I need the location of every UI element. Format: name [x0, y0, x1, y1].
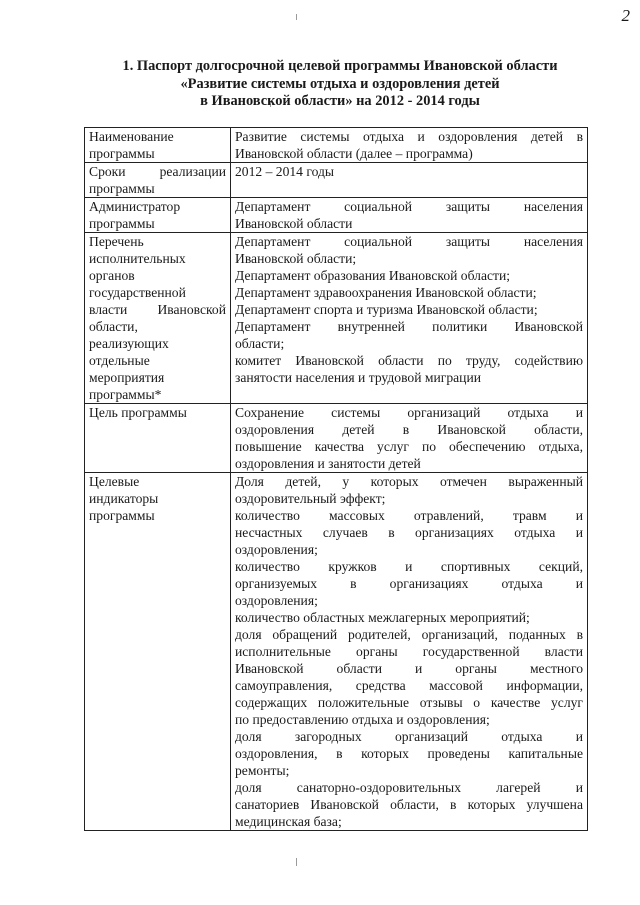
row-value-cell [231, 128, 588, 163]
value-line: доля загородных организаций отдыха и [235, 729, 583, 744]
value-paragraph [235, 626, 583, 728]
value-line: оздоровления и занятости детей [235, 456, 421, 471]
value-line: оздоровления; [235, 593, 318, 608]
value-line: по предоставлению отдыха и оздоровления; [235, 712, 490, 727]
title-line: в Ивановской области» на 2012 - 2014 годы [200, 93, 480, 109]
passport-row [85, 198, 588, 233]
row-label-line: Перечень [89, 234, 144, 249]
row-label-line: власти Ивановской [89, 302, 226, 317]
row-label-cell [85, 473, 231, 831]
value-line: оздоровления детей в Ивановской области, [235, 422, 583, 437]
row-label-cell [85, 198, 231, 233]
title-line: 1. Паспорт долгосрочной целевой программы Ивановской области [122, 58, 558, 74]
row-value-cell [231, 163, 588, 198]
value-paragraph [235, 128, 583, 162]
value-paragraph [235, 473, 583, 507]
row-label-line: Сроки реализации [89, 164, 226, 179]
row-label-line: программы* [89, 387, 162, 402]
value-line: повышение качества услуг по обеспечению отдыха, [235, 439, 583, 454]
passport-row [85, 128, 588, 163]
row-label-line: отдельные [89, 353, 150, 368]
scan-mark [296, 14, 297, 20]
row-label-line: мероприятия [89, 370, 165, 385]
value-paragraph [235, 779, 583, 830]
title-line: «Развитие системы отдыха и оздоровления детей [180, 75, 500, 92]
value-paragraph [235, 404, 583, 472]
value-line: медицинская база; [235, 814, 342, 829]
value-line: исполнительные органы государственной власти [235, 644, 583, 659]
value-line: комитет Ивановской области по труду, содействию [235, 353, 583, 368]
passport-row [85, 233, 588, 404]
value-line: Департамент спорта и туризма Ивановской области; [235, 302, 538, 317]
value-line: Департамент социальной защиты населения [235, 199, 583, 214]
passport-row [85, 473, 588, 831]
value-line: несчастных случаев в организациях отдыха и [235, 525, 583, 540]
value-line: оздоровления; [235, 542, 318, 557]
value-line: доля обращений родителей, организаций, поданных в [235, 627, 583, 642]
program-passport-table [84, 127, 588, 831]
row-label-line: Цель программы [89, 405, 187, 420]
value-line: ремонты; [235, 763, 290, 778]
value-line: Сохранение системы организаций отдыха и [235, 405, 583, 420]
value-line: самоуправления, средства массовой информации, [235, 678, 583, 693]
value-paragraph [235, 284, 583, 301]
row-label-line: области, [89, 319, 138, 334]
row-value-cell [231, 233, 588, 404]
value-line: Развитие системы отдыха и оздоровления детей в [235, 129, 583, 144]
row-label-line: государственной [89, 285, 186, 300]
scan-mark [296, 858, 297, 866]
row-label-cell [85, 404, 231, 473]
value-paragraph [235, 233, 583, 267]
value-line: Ивановской области [235, 216, 353, 231]
value-line: количество кружков и спортивных секций, [235, 559, 583, 574]
value-line: занятости населения и трудовой миграции [235, 370, 481, 385]
document-title [60, 58, 620, 111]
value-line: Ивановской области (далее – программа) [235, 146, 473, 161]
row-label-line: реализующих [89, 336, 169, 351]
value-paragraph [235, 609, 583, 626]
row-label-cell [85, 233, 231, 404]
passport-row [85, 163, 588, 198]
value-paragraph [235, 352, 583, 386]
row-label-cell [85, 128, 231, 163]
value-paragraph [235, 301, 583, 318]
value-line: Департамент социальной защиты населения [235, 234, 583, 249]
value-paragraph [235, 728, 583, 779]
value-line: количество массовых отравлений, травм и [235, 508, 583, 523]
row-label-line: программы [89, 181, 155, 196]
value-line: оздоровления, в которых проведены капитальные [235, 746, 583, 761]
value-line: Ивановской области; [235, 251, 357, 266]
value-paragraph [235, 507, 583, 558]
value-line: доля санаторно-оздоровительных лагерей и [235, 780, 583, 795]
value-paragraph [235, 558, 583, 609]
value-line: организуемых в организациях отдыха и [235, 576, 583, 591]
row-label-cell [85, 163, 231, 198]
passport-row [85, 404, 588, 473]
value-line: 2012 – 2014 годы [235, 164, 335, 179]
value-paragraph [235, 198, 583, 232]
row-label-line: Целевые [89, 474, 140, 489]
value-line: Департамент внутренней политики Ивановской [235, 319, 583, 334]
row-label-line: органов [89, 268, 135, 283]
row-value-cell [231, 404, 588, 473]
row-label-line: программы [89, 508, 155, 523]
value-line: Доля детей, у которых отмечен выраженный [235, 474, 583, 489]
value-line: санаториев Ивановской области, в которых улучшена [235, 797, 583, 812]
row-value-cell [231, 198, 588, 233]
row-label-line: Администратор [89, 199, 181, 214]
value-line: количество областных межлагерных мероприятий; [235, 610, 530, 625]
row-label-line: Наименование [89, 129, 174, 144]
value-paragraph [235, 163, 583, 180]
value-paragraph [235, 318, 583, 352]
value-line: оздоровительный эффект; [235, 491, 386, 506]
value-line: Департамент образования Ивановской области; [235, 268, 511, 283]
row-label-line: исполнительных [89, 251, 186, 266]
page-number: 2 [621, 6, 630, 25]
value-line: Департамент здравоохранения Ивановской области; [235, 285, 537, 300]
value-line: области; [235, 336, 285, 351]
value-line: содержащих положительные отзывы о качестве услуг [235, 695, 583, 710]
value-paragraph [235, 267, 583, 284]
row-value-cell [231, 473, 588, 831]
row-label-line: индикаторы [89, 491, 159, 506]
row-label-line: программы [89, 146, 155, 161]
value-line: Ивановской области и органы местного [235, 661, 583, 676]
row-label-line: программы [89, 216, 155, 231]
